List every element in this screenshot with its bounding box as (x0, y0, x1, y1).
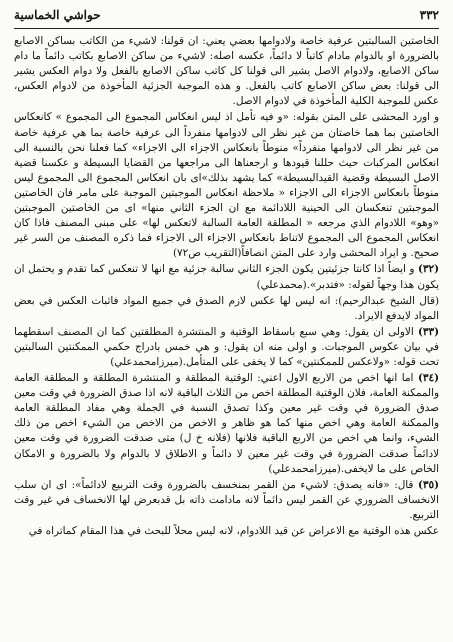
footnote-text: و ايضاً اذا كانتا جزئيتين يكون الجزء الثاني سالبة جزئية مع انها لا تنعكس كما تقدم و يحتمل ان يكون هذا وجهاً لقوله: «فتدبر».(محمدعلي) (14, 263, 439, 291)
running-title: حواشي الخماسية (14, 8, 101, 22)
header-divider (14, 28, 439, 29)
footnote-text: (قال الشيخ عبدالرحيم): انه ليس لها عكس لازم الصدق في جميع المواد فاثبات العكس في بعض المواد لايدفع الايراد. (14, 294, 439, 322)
footnote-number: (٣٣) (417, 325, 439, 338)
page-header (14, 6, 439, 24)
paragraph: و اورد المحشى على المتن بقوله: «و فيه تأمل اذ ليس انعكاس المجموع الى المجموع » كانعكاس الخاصتين بما هما خاصتان من غير نظر الى لادوامها منفرداً الى عرفية خاصة بما هي عرفية خاصة من غير نظر الى لادوامها منفرداً» منوطاً بانعكاس الاجزاء الى الاجزاء» كما فعلنا نحن بالنسبة الى انعكاس المركبات حيث حللنا قيودها و ارجعناها الى مراجعها من القضايا البسيطة و عكسنا قضية الاصل البسيطة وقضية القيدالبسيطة» كما يشهد بذلك»اى بان انعكاس المجموع الى المجموع ليس منوطاً بانعكاس الاجزاء الى الاجزاء « ملاحظة انعكاس الموجبتين الموجبة على مامر فان الخاصتين الموجبتين تنعكسان الى الحينية اللادائمة مع ان الجزء الثاني منها» اى من الخاصتين الموجبتين «وهو» اللادوام الذي مرجعه « المطلقة العامة السالبة لاتعكس لها» على مبنى المصنف فاذا كان انعكاس المجموع الى المجموع لاتناط بانعكاس الاجزاء الى الاجزاء فما ذكره المصنف من السر غير صحيح. و ايراد المحشى وارد على المتن انصافاً(التقريب ص٧٢) (14, 111, 439, 260)
footnote (14, 371, 439, 477)
footnote (14, 262, 439, 292)
footnote (14, 524, 439, 539)
footnote-text: عكس هذه الوقتية مع الاعراض عن قيد اللادوام، لانه ليس محلاً للبحث في هذا المقام كماتراه في (28, 525, 439, 537)
footnote (14, 325, 439, 370)
paragraph: الخاصتين السالبتين عرفية خاصة ولادوامها بعضي يعني: ان قولنا: لاشيء من الكاتب بساكن الاصابع بالضرورة او بالدوام مادام كاتباً لا دائماً، عكسه اصله: لاشيء من ساكن الاصابع بكاتب دائماً ما دام ساكن الاصابع، ولادوام الاصل يشير الى قولنا كل كاتب ساكن الاصابع بالفعل ولا دوام العكس يشير الى قولنا: بعض ساكن الاصابع كاتب بالفعل. و هذه الموجبة الجزئية المأخوذة من لادوام العكس، عكس للموجبة الكلية المأخوذة في لادوام الاصل. (14, 35, 439, 108)
footnote (14, 478, 439, 523)
footnote-text: الاولى ان يقول: وهي سبع باسقاط الوقتية و المنتشرة المطلقتين كما ان المصنف اسقطهما في بيان عكوس الموجبات. و اولى منه ان يقول: و هي خمس بادراج حكمي الممكنتين السالبتين تحت قوله: «ولاعكس للممكنتين» كما لا يخفى على المتأمل.(ميرزامحمدعلي) (14, 325, 439, 368)
footnote (14, 294, 439, 324)
footnote-text: قال: «فانه يصدق: لاشيء من القمر بمنخسف بالضرورة وقت التربيع لادائماً»: اى ان سلب الانخساف الضروري عن القمر ليس دائماً لانه مادامت ذاته بل قدبعرض لها الانخساف في غير وقت التربيع. (14, 478, 439, 521)
footnote-number: (٣٥) (417, 478, 439, 491)
footnote-number: (٣٢) (417, 263, 439, 276)
footnote-number: (٣٤) (417, 372, 439, 385)
page-body (14, 34, 439, 638)
page-number: ٣٣٢ (419, 8, 439, 22)
footnote-text: اما انها اخص من الاربع الاول اعني: الوقتية المطلقة و المنتشرة المطلقة و المطلقة العامة والممكنة العامة، فلان الوقتية المطلقة اخص من الثلاث الباقية لانه اذا صدق الضرورة في وقت معين صدق الضرورة في وقت غير معين وكذا تصدق النسبة في الجملة وهي مفاد المطلقة العامة والممكنة العامة وهي اخص منها كما هو ظاهر و الاخص من الاخص من الشيء اخص من ذلك الشيء، وانما هي اخص من الاربع الباقية فلانها (فلانه خ ل) متى صدقت الضرورة في وقت معين لادائماً صدقت الضرورة في وقت غير معين لا دائماً و الاطلاق لا بالدوام ولا بالضرورة و الامكان الخاص على ما لايخفى.(ميرزامحمدعلي) (14, 372, 439, 475)
